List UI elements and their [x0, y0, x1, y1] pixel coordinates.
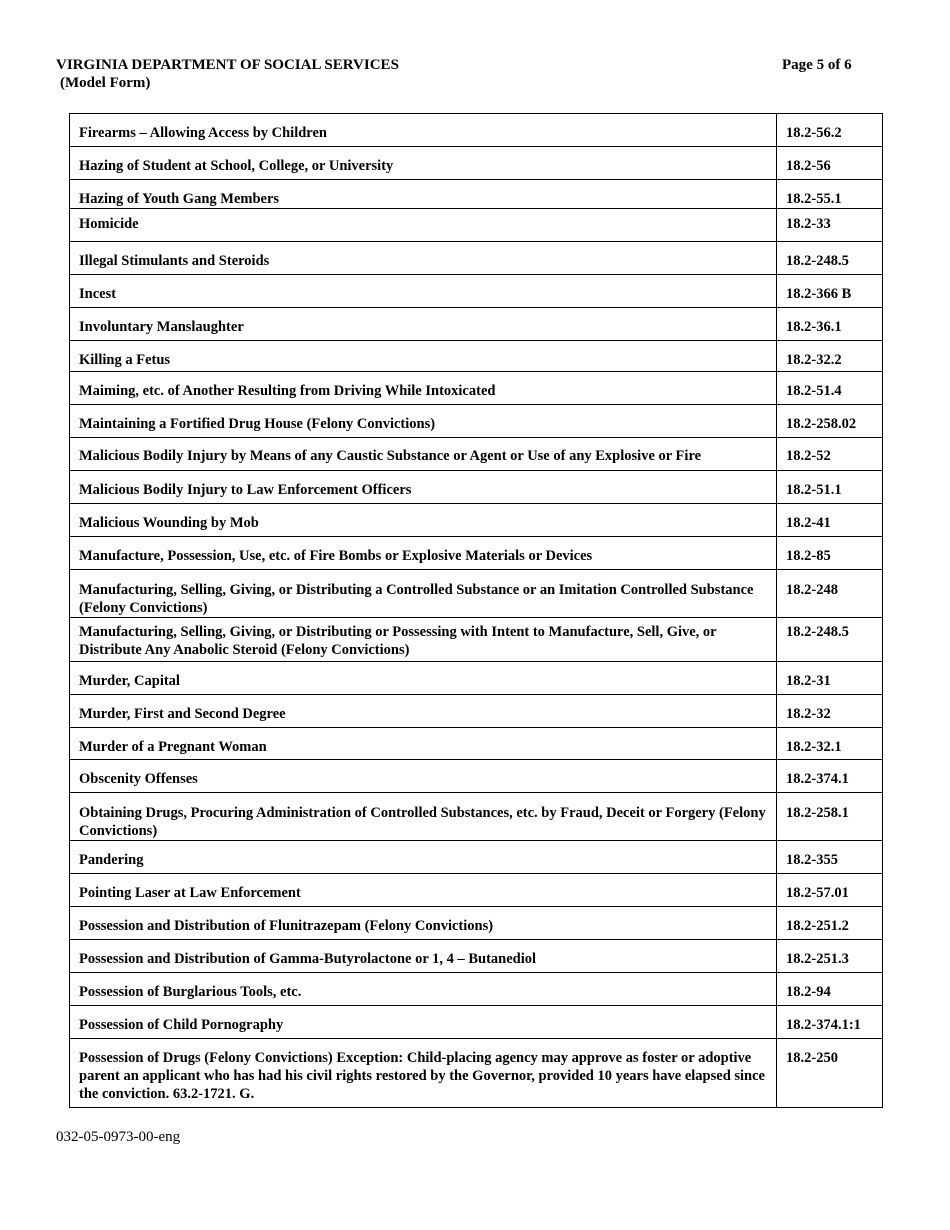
code-section: 18.2-51.1 — [777, 471, 883, 504]
offenses-table — [69, 113, 883, 1108]
offense-name: Obtaining Drugs, Procuring Administration of Controlled Substances, etc. by Fraud, Deceit or Forgery (Felony Convictions) — [70, 793, 777, 841]
offense-name: Obscenity Offenses — [70, 760, 777, 793]
offense-name: Killing a Fetus — [70, 341, 777, 372]
code-section: 18.2-248.5 — [777, 618, 883, 662]
table-row — [70, 1039, 883, 1108]
offense-name: Possession of Drugs (Felony Convictions) Exception: Child-placing agency may approve as foster or adoptive parent an applicant who has had his civil rights restored by the Governor, provided 10 years have elapsed since the conviction. 63.2-1721. G. — [70, 1039, 777, 1108]
offenses-table-body — [70, 114, 883, 1108]
offense-name: Pandering — [70, 841, 777, 874]
code-section: 18.2-52 — [777, 438, 883, 471]
code-section: 18.2-41 — [777, 504, 883, 537]
code-section: 18.2-32.2 — [777, 341, 883, 372]
code-section: 18.2-55.1 — [777, 180, 883, 209]
code-section: 18.2-250 — [777, 1039, 883, 1108]
code-section: 18.2-94 — [777, 973, 883, 1006]
offense-name: Involuntary Manslaughter — [70, 308, 777, 341]
page-number: Page 5 of 6 — [782, 57, 852, 73]
offense-name: Manufacturing, Selling, Giving, or Distributing a Controlled Substance or an Imitation Controlled Substance (Felony Convictions) — [70, 570, 777, 618]
code-section: 18.2-85 — [777, 537, 883, 570]
offense-name: Manufacturing, Selling, Giving, or Distributing or Possessing with Intent to Manufacture, Sell, Give, or Distribute Any Anabolic Steroid (Felony Convictions) — [70, 618, 777, 662]
code-section: 18.2-56 — [777, 147, 883, 180]
offense-name: Possession of Burglarious Tools, etc. — [70, 973, 777, 1006]
offense-name: Illegal Stimulants and Steroids — [70, 242, 777, 275]
offense-name: Firearms – Allowing Access by Children — [70, 114, 777, 147]
table-row — [70, 662, 883, 695]
document-header — [56, 56, 399, 92]
offense-name: Homicide — [70, 209, 777, 242]
code-section: 18.2-374.1:1 — [777, 1006, 883, 1039]
offense-name: Hazing of Student at School, College, or University — [70, 147, 777, 180]
table-row — [70, 874, 883, 907]
code-section: 18.2-258.02 — [777, 405, 883, 438]
offense-name: Maintaining a Fortified Drug House (Felony Convictions) — [70, 405, 777, 438]
offense-name: Malicious Wounding by Mob — [70, 504, 777, 537]
table-row — [70, 504, 883, 537]
code-section: 18.2-36.1 — [777, 308, 883, 341]
table-row — [70, 242, 883, 275]
code-section: 18.2-248.5 — [777, 242, 883, 275]
code-section: 18.2-374.1 — [777, 760, 883, 793]
offense-name: Pointing Laser at Law Enforcement — [70, 874, 777, 907]
table-row — [70, 537, 883, 570]
code-section: 18.2-366 B — [777, 275, 883, 308]
table-row — [70, 728, 883, 760]
offense-name: Possession and Distribution of Flunitrazepam (Felony Convictions) — [70, 907, 777, 940]
offense-name: Murder, Capital — [70, 662, 777, 695]
offense-name: Possession and Distribution of Gamma-Butyrolactone or 1, 4 – Butanediol — [70, 940, 777, 973]
table-row — [70, 471, 883, 504]
table-row — [70, 405, 883, 438]
table-row — [70, 973, 883, 1006]
offense-name: Possession of Child Pornography — [70, 1006, 777, 1039]
code-section: 18.2-251.3 — [777, 940, 883, 973]
table-row — [70, 940, 883, 973]
table-row — [70, 275, 883, 308]
code-section: 18.2-57.01 — [777, 874, 883, 907]
table-row — [70, 618, 883, 662]
table-row — [70, 793, 883, 841]
table-row — [70, 570, 883, 618]
table-row — [70, 341, 883, 372]
code-section: 18.2-258.1 — [777, 793, 883, 841]
offense-name: Murder, First and Second Degree — [70, 695, 777, 728]
offense-name: Murder of a Pregnant Woman — [70, 728, 777, 760]
table-row — [70, 308, 883, 341]
agency-name: VIRGINIA DEPARTMENT OF SOCIAL SERVICES — [56, 57, 399, 73]
offense-name: Hazing of Youth Gang Members — [70, 180, 777, 209]
code-section: 18.2-31 — [777, 662, 883, 695]
table-row — [70, 907, 883, 940]
table-row — [70, 372, 883, 405]
table-row — [70, 209, 883, 242]
table-row — [70, 695, 883, 728]
code-section: 18.2-51.4 — [777, 372, 883, 405]
offense-name: Incest — [70, 275, 777, 308]
table-row — [70, 147, 883, 180]
code-section: 18.2-251.2 — [777, 907, 883, 940]
offense-name: Manufacture, Possession, Use, etc. of Fire Bombs or Explosive Materials or Devices — [70, 537, 777, 570]
table-row — [70, 1006, 883, 1039]
offense-name: Malicious Bodily Injury by Means of any Caustic Substance or Agent or Use of any Explosive or Fire — [70, 438, 777, 471]
code-section: 18.2-56.2 — [777, 114, 883, 147]
form-type: (Model Form) — [60, 75, 151, 91]
code-section: 18.2-248 — [777, 570, 883, 618]
code-section: 18.2-32.1 — [777, 728, 883, 760]
table-row — [70, 841, 883, 874]
table-row — [70, 180, 883, 209]
form-number: 032-05-0973-00-eng — [56, 1129, 181, 1145]
offense-name: Maiming, etc. of Another Resulting from Driving While Intoxicated — [70, 372, 777, 405]
code-section: 18.2-33 — [777, 209, 883, 242]
code-section: 18.2-32 — [777, 695, 883, 728]
code-section: 18.2-355 — [777, 841, 883, 874]
table-row — [70, 114, 883, 147]
table-row — [70, 438, 883, 471]
offense-name: Malicious Bodily Injury to Law Enforcement Officers — [70, 471, 777, 504]
table-row — [70, 760, 883, 793]
